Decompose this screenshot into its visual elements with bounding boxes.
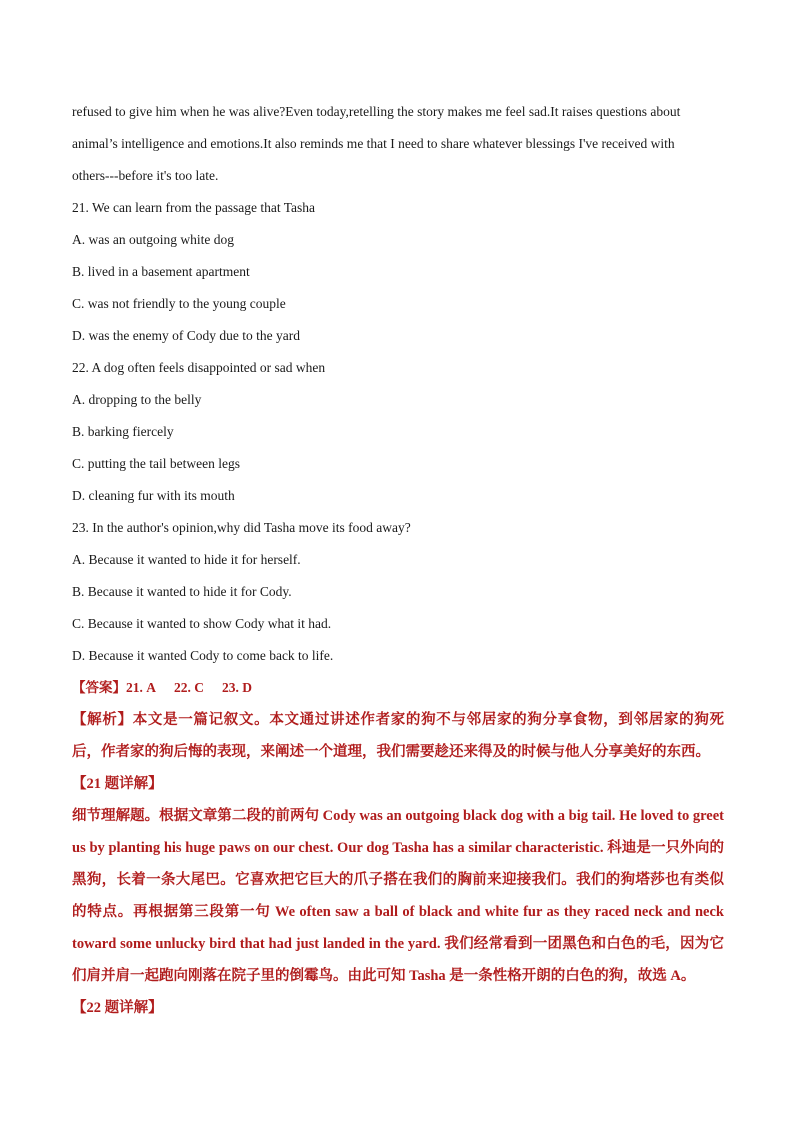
passage-line: animal’s intelligence and emotions.It also reminds me that I need to share whatever blessings I've received with: [72, 136, 675, 151]
passage-line: others---before it's too late.: [72, 168, 219, 183]
question-23: [72, 512, 724, 672]
document-page: [72, 96, 724, 1024]
question-21: [72, 192, 724, 352]
question-stem: 23. In the author's opinion,why did Tasha move its food away?: [72, 520, 411, 535]
option-a: A. dropping to the belly: [72, 392, 202, 407]
option-a: A. Because it wanted to hide it for herself.: [72, 552, 301, 567]
option-c: C. was not friendly to the young couple: [72, 296, 286, 311]
option-d: D. cleaning fur with its mouth: [72, 488, 235, 503]
analysis-tag: 【解析】: [72, 712, 133, 728]
option-b: B. barking fiercely: [72, 424, 174, 439]
detail-21-text: 细节理解题。根据文章第二段的前两句 Cody was an outgoing black dog with a big tail. He loved to greet us by planting his huge paws on our chest. Our dog Tasha has a similar characteristic. 科迪是一只外向的黑狗，长着一条大尾巴。它喜欢把它巨大的爪子搭在我们的胸前来迎接我们。我们的狗塔莎也有类似的特点。再根据第三段第一句 We often saw a ball of black and white fur as they raced neck and neck toward some unlucky bird that had just landed in the yard. 我们经常看到一团黑色和白色的毛，因为它们肩并肩一起跑向刚落在院子里的倒霉鸟。由此可知 Tasha 是一条性格开朗的白色的狗，故选 A。: [72, 808, 724, 984]
answer-23: 23. D: [222, 680, 252, 695]
option-c: C. Because it wanted to show Cody what it had.: [72, 616, 332, 631]
passage-line: refused to give him when he was alive?Even today,retelling the story makes me feel sad.It raises questions about: [72, 104, 681, 119]
question-stem: 22. A dog often feels disappointed or sad when: [72, 360, 326, 375]
option-d: D. Because it wanted Cody to come back to life.: [72, 648, 334, 663]
analysis-paragraph: [72, 704, 724, 768]
answer-line: [72, 672, 724, 704]
question-22: [72, 352, 724, 512]
option-b: B. lived in a basement apartment: [72, 264, 250, 279]
option-a: A. was an outgoing white dog: [72, 232, 234, 247]
option-d: D. was the enemy of Cody due to the yard: [72, 328, 300, 343]
analysis-text: 本文是一篇记叙文。本文通过讲述作者家的狗不与邻居家的狗分享食物，到邻居家的狗死后，作者家的狗后悔的表现，来阐述一个道理，我们需要趁还来得及的时候与他人分享美好的东西。: [72, 712, 725, 760]
option-c: C. putting the tail between legs: [72, 456, 240, 471]
answer-22: 22. C: [174, 680, 204, 695]
option-b: B. Because it wanted to hide it for Cody.: [72, 584, 292, 599]
detail-22-heading: 【22 题详解】: [72, 1000, 163, 1016]
detail-21-heading: 【21 题详解】: [72, 776, 163, 792]
answer-21: 21. A: [126, 680, 156, 695]
question-stem: 21. We can learn from the passage that Tasha: [72, 200, 316, 215]
answer-tag: 【答案】: [72, 680, 126, 695]
passage-text: [72, 96, 724, 192]
